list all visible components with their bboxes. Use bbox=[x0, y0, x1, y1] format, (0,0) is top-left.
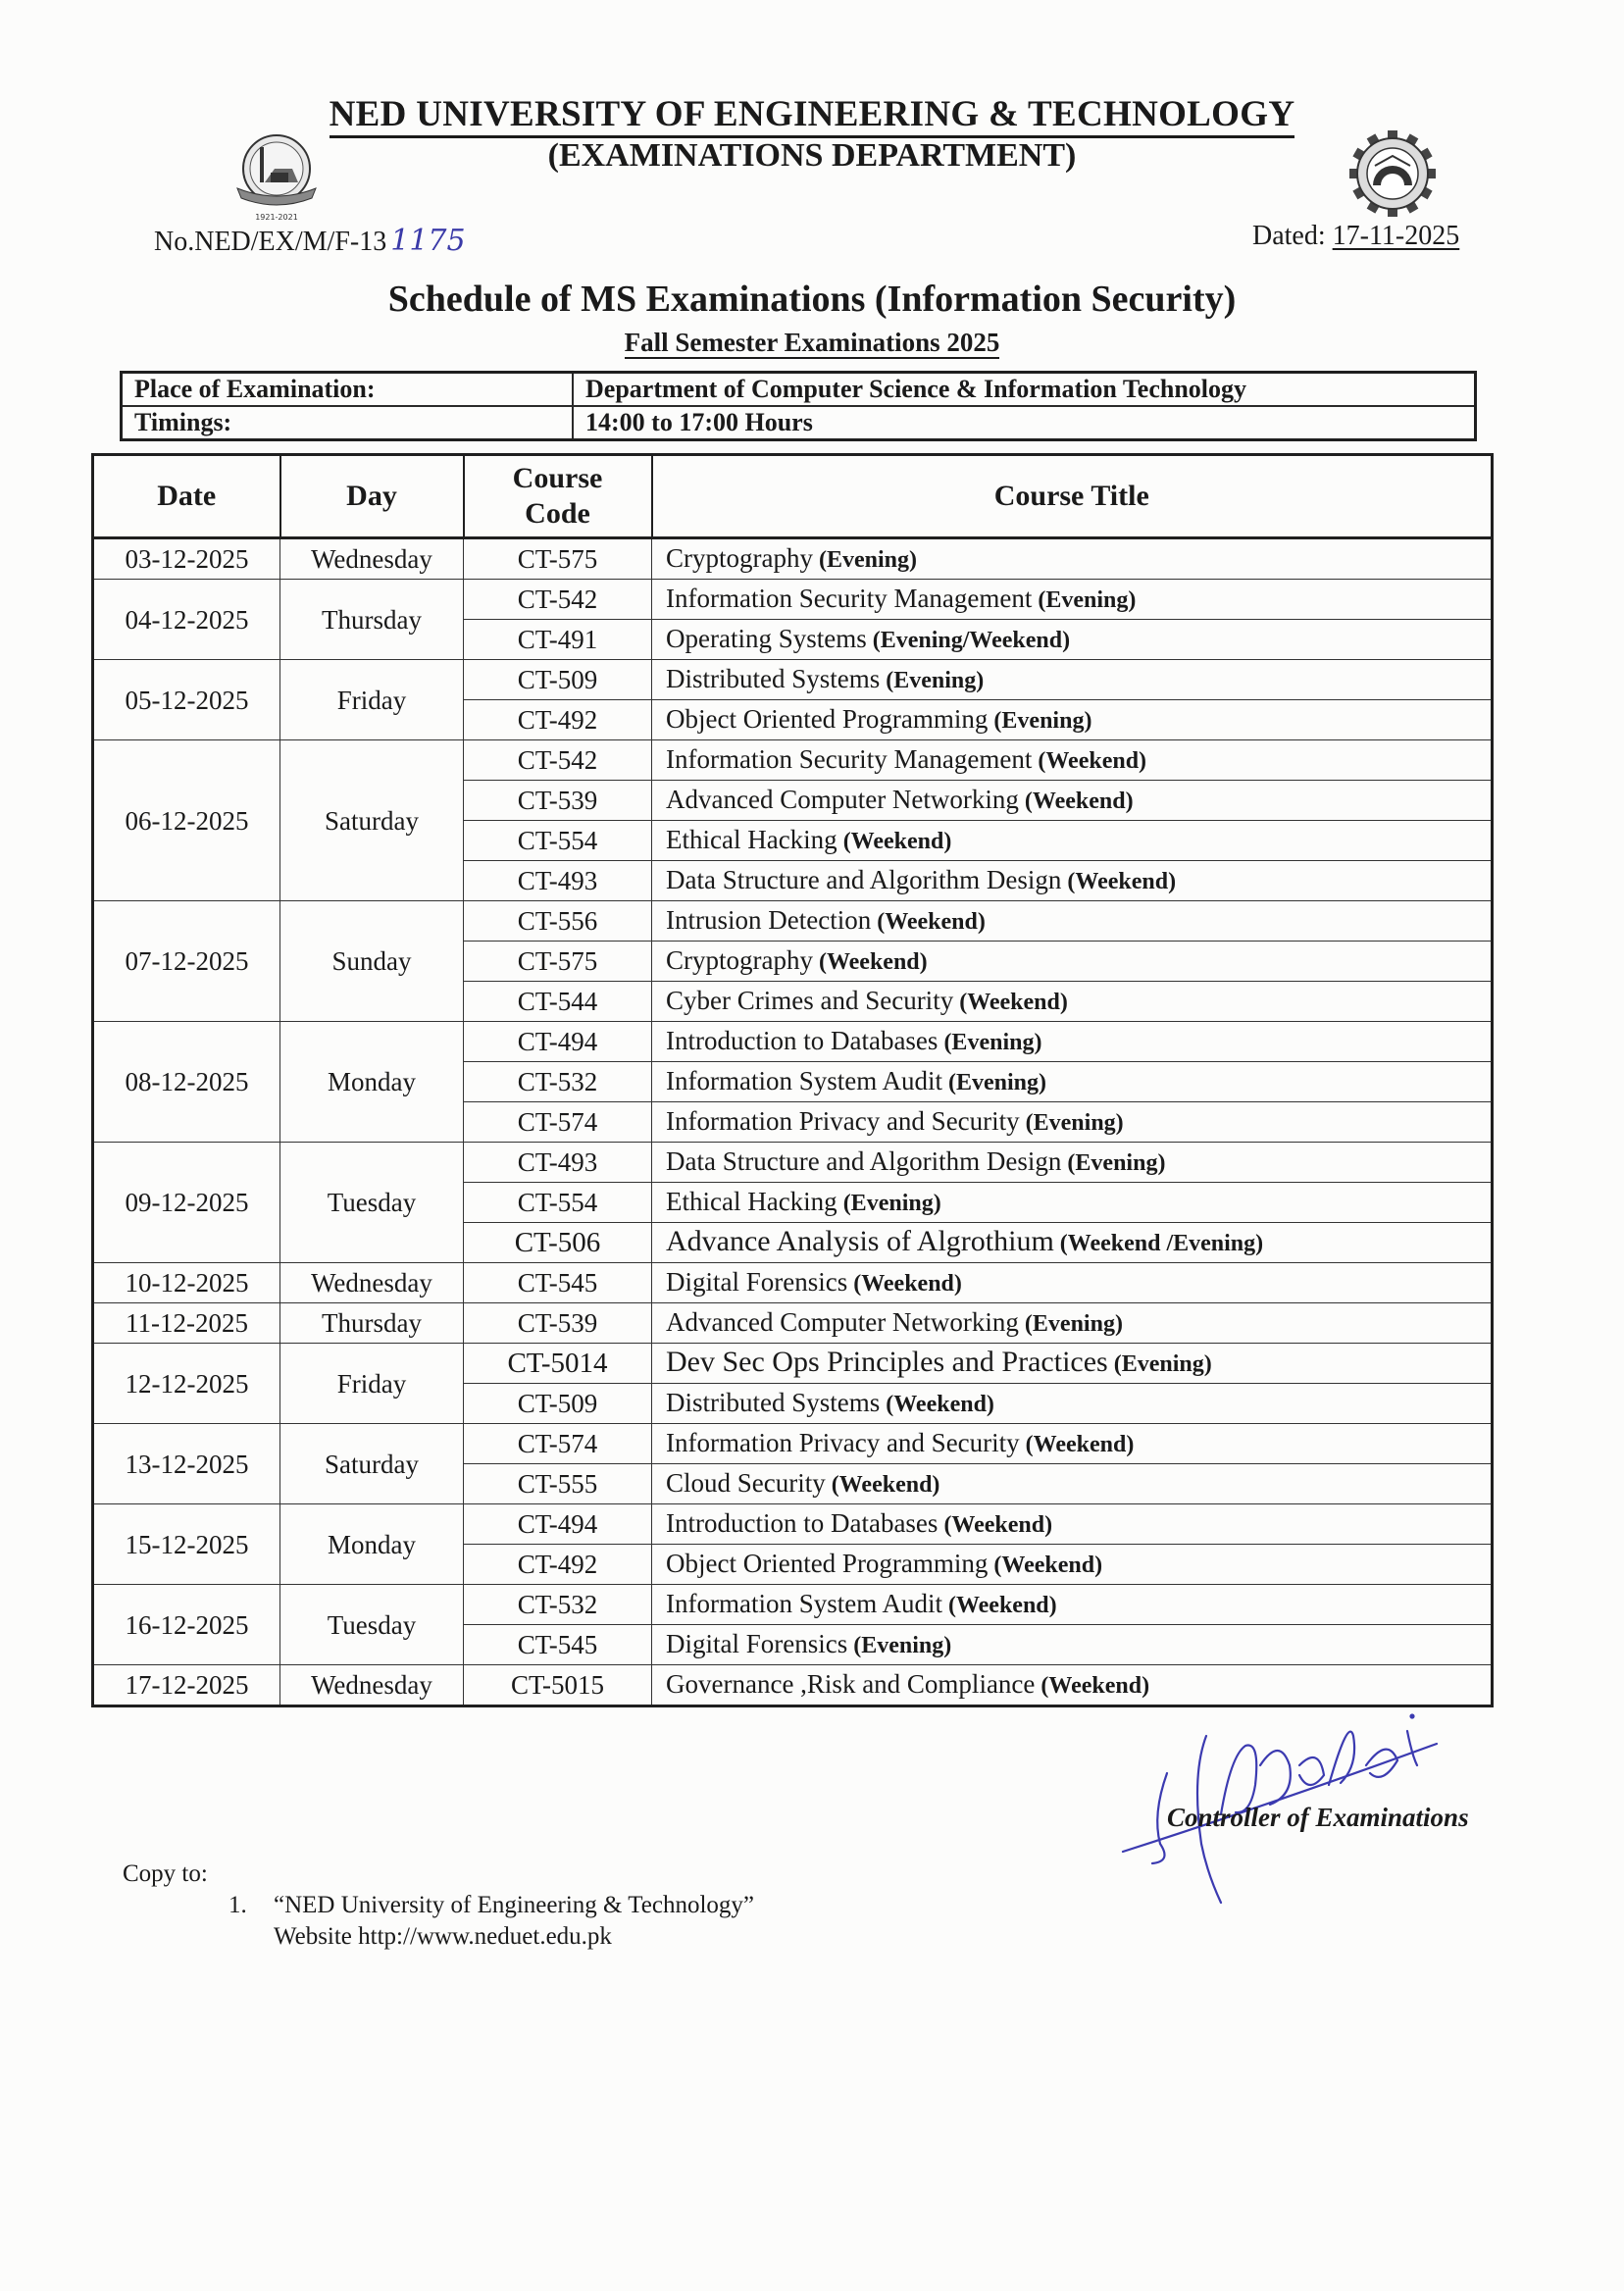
exam-day: Tuesday bbox=[280, 1585, 464, 1665]
course-title-cell bbox=[652, 580, 1493, 620]
header-day: Day bbox=[280, 455, 464, 538]
exam-date: 07-12-2025 bbox=[93, 901, 280, 1022]
course-code: CT-575 bbox=[464, 538, 652, 580]
course-code: CT-5015 bbox=[464, 1665, 652, 1706]
course-code: CT-544 bbox=[464, 982, 652, 1022]
course-title-cell bbox=[652, 1504, 1493, 1545]
schedule-row bbox=[93, 1424, 1493, 1464]
header-course-code bbox=[464, 455, 652, 538]
course-mode: (Weekend) bbox=[1024, 789, 1134, 814]
course-title-cell bbox=[652, 1585, 1493, 1625]
semester-subtitle-text: Fall Semester Examinations 2025 bbox=[624, 328, 1000, 357]
course-title-cell bbox=[652, 861, 1493, 901]
schedule-row bbox=[93, 660, 1493, 700]
course-title: Information Security Management bbox=[666, 584, 1033, 613]
course-code: CT-574 bbox=[464, 1424, 652, 1464]
course-code: CT-539 bbox=[464, 781, 652, 821]
header-course-code-line2: Code bbox=[525, 497, 590, 530]
exam-day: Thursday bbox=[280, 1303, 464, 1344]
course-title: Data Structure and Algorithm Design bbox=[666, 1146, 1062, 1176]
course-title-cell bbox=[652, 700, 1493, 740]
exam-day: Thursday bbox=[280, 580, 464, 660]
course-code: CT-492 bbox=[464, 1545, 652, 1585]
course-code: CT-542 bbox=[464, 740, 652, 781]
exam-date: 11-12-2025 bbox=[93, 1303, 280, 1344]
course-mode: (Evening) bbox=[1038, 587, 1137, 613]
university-seal-icon bbox=[228, 126, 326, 224]
course-title: Object Oriented Programming bbox=[666, 704, 989, 734]
course-code: CT-494 bbox=[464, 1504, 652, 1545]
gear-emblem-icon bbox=[1345, 129, 1440, 218]
exam-date: 12-12-2025 bbox=[93, 1344, 280, 1424]
course-title: Information Privacy and Security bbox=[666, 1106, 1020, 1136]
course-title-cell bbox=[652, 1223, 1493, 1263]
reference-number bbox=[154, 224, 466, 258]
course-title: Introduction to Databases bbox=[666, 1508, 939, 1538]
timings-row bbox=[122, 406, 1476, 440]
course-code: CT-539 bbox=[464, 1303, 652, 1344]
course-mode: (Weekend) bbox=[818, 949, 928, 975]
course-mode: (Weekend) bbox=[842, 829, 952, 854]
schedule-row bbox=[93, 901, 1493, 942]
university-name-text: NED UNIVERSITY OF ENGINEERING & TECHNOLOGY bbox=[330, 94, 1295, 138]
course-title: Ethical Hacking bbox=[666, 1187, 837, 1216]
exam-date: 05-12-2025 bbox=[93, 660, 280, 740]
course-code: CT-509 bbox=[464, 660, 652, 700]
course-code: CT-554 bbox=[464, 1183, 652, 1223]
course-code: CT-554 bbox=[464, 821, 652, 861]
course-title: Information System Audit bbox=[666, 1066, 942, 1095]
course-title: Intrusion Detection bbox=[666, 905, 872, 935]
course-code: CT-574 bbox=[464, 1102, 652, 1143]
course-title-cell bbox=[652, 1384, 1493, 1424]
exam-date: 09-12-2025 bbox=[93, 1143, 280, 1263]
exam-day: Sunday bbox=[280, 901, 464, 1022]
course-title-cell bbox=[652, 982, 1493, 1022]
course-title-cell bbox=[652, 1545, 1493, 1585]
course-code: CT-555 bbox=[464, 1464, 652, 1504]
schedule-row bbox=[93, 1344, 1493, 1384]
course-title: Information Security Management bbox=[666, 744, 1033, 774]
course-code: CT-532 bbox=[464, 1585, 652, 1625]
course-code: CT-506 bbox=[464, 1223, 652, 1263]
course-mode: (Evening) bbox=[1067, 1150, 1166, 1176]
dated bbox=[1252, 221, 1459, 252]
copy-to-label: Copy to: bbox=[123, 1860, 208, 1887]
exam-day: Monday bbox=[280, 1504, 464, 1585]
course-title-cell bbox=[652, 942, 1493, 982]
course-mode: (Evening/Weekend) bbox=[872, 628, 1071, 653]
course-code: CT-492 bbox=[464, 700, 652, 740]
svg-text:1921-2021: 1921-2021 bbox=[255, 213, 298, 222]
course-code: CT-493 bbox=[464, 861, 652, 901]
header-date: Date bbox=[93, 455, 280, 538]
course-title: Cloud Security bbox=[666, 1468, 826, 1498]
course-title: Data Structure and Algorithm Design bbox=[666, 865, 1062, 894]
course-title-cell bbox=[652, 1022, 1493, 1062]
course-title: Advanced Computer Networking bbox=[666, 1307, 1019, 1337]
timings-value: 14:00 to 17:00 Hours bbox=[573, 406, 1476, 440]
course-mode: (Weekend) bbox=[1025, 1432, 1135, 1457]
course-title: Governance ,Risk and Compliance bbox=[666, 1669, 1036, 1699]
controller-designation: Controller of Examinations bbox=[1167, 1803, 1469, 1832]
exam-day: Tuesday bbox=[280, 1143, 464, 1263]
schedule-header-row bbox=[93, 455, 1493, 538]
course-mode: (Evening) bbox=[993, 708, 1092, 734]
course-code: CT-575 bbox=[464, 942, 652, 982]
course-mode: (Weekend) bbox=[853, 1271, 962, 1297]
course-mode: (Evening) bbox=[886, 668, 985, 693]
course-mode: (Evening) bbox=[842, 1191, 941, 1216]
dated-value: 17-11-2025 bbox=[1332, 221, 1460, 251]
course-title: Cryptography bbox=[666, 945, 813, 975]
course-title-cell bbox=[652, 1062, 1493, 1102]
exam-date: 13-12-2025 bbox=[93, 1424, 280, 1504]
exam-date: 15-12-2025 bbox=[93, 1504, 280, 1585]
course-title: Advanced Computer Networking bbox=[666, 785, 1019, 814]
department-name: (EXAMINATIONS DEPARTMENT) bbox=[547, 137, 1077, 174]
course-title: Digital Forensics bbox=[666, 1267, 848, 1297]
course-code: CT-545 bbox=[464, 1263, 652, 1303]
course-code: CT-509 bbox=[464, 1384, 652, 1424]
course-code: CT-556 bbox=[464, 901, 652, 942]
course-mode: (Weekend) bbox=[877, 909, 986, 935]
course-title-cell bbox=[652, 740, 1493, 781]
schedule-body bbox=[93, 538, 1493, 1706]
course-mode: (Evening) bbox=[1025, 1110, 1124, 1136]
place-label: Place of Examination: bbox=[122, 373, 574, 407]
exam-date: 06-12-2025 bbox=[93, 740, 280, 901]
course-title: Digital Forensics bbox=[666, 1629, 848, 1658]
semester-subtitle bbox=[0, 328, 1624, 358]
reference-handwritten-number: 1175 bbox=[390, 224, 466, 258]
schedule-row bbox=[93, 1303, 1493, 1344]
schedule-title: Schedule of MS Examinations (Information Security) bbox=[387, 279, 1237, 320]
course-mode: (Evening) bbox=[943, 1030, 1042, 1055]
exam-day: Wednesday bbox=[280, 538, 464, 580]
course-mode: (Evening) bbox=[818, 547, 917, 573]
exam-date: 08-12-2025 bbox=[93, 1022, 280, 1143]
copy-item-number: 1. bbox=[228, 1892, 247, 1918]
course-code: CT-491 bbox=[464, 620, 652, 660]
course-mode: (Evening) bbox=[853, 1633, 952, 1658]
course-title-cell bbox=[652, 821, 1493, 861]
course-title-cell bbox=[652, 1464, 1493, 1504]
schedule-row bbox=[93, 538, 1493, 580]
course-mode: (Weekend) bbox=[947, 1593, 1057, 1618]
course-code: CT-5014 bbox=[464, 1344, 652, 1384]
course-title-cell bbox=[652, 901, 1493, 942]
course-title-cell bbox=[652, 538, 1493, 580]
exam-day: Wednesday bbox=[280, 1665, 464, 1706]
exam-day: Saturday bbox=[280, 740, 464, 901]
course-mode: (Evening) bbox=[1024, 1311, 1123, 1337]
course-mode: (Weekend) bbox=[1038, 748, 1147, 774]
schedule-table bbox=[91, 453, 1494, 1707]
course-mode: (Weekend) bbox=[943, 1512, 1053, 1538]
course-code: CT-542 bbox=[464, 580, 652, 620]
exam-info-table bbox=[120, 371, 1477, 441]
course-title-cell bbox=[652, 781, 1493, 821]
course-title-cell bbox=[652, 660, 1493, 700]
course-mode: (Weekend) bbox=[1067, 869, 1177, 894]
course-mode: (Weekend) bbox=[993, 1553, 1103, 1578]
course-title: Operating Systems bbox=[666, 624, 867, 653]
schedule-row bbox=[93, 1263, 1493, 1303]
exam-date: 16-12-2025 bbox=[93, 1585, 280, 1665]
exam-date: 10-12-2025 bbox=[93, 1263, 280, 1303]
schedule-row bbox=[93, 1585, 1493, 1625]
schedule-row bbox=[93, 740, 1493, 781]
course-title: Distributed Systems bbox=[666, 664, 881, 693]
course-title: Distributed Systems bbox=[666, 1388, 881, 1417]
header-course-title: Course Title bbox=[652, 455, 1493, 538]
place-row bbox=[122, 373, 1476, 407]
exam-day: Friday bbox=[280, 1344, 464, 1424]
course-title: Dev Sec Ops Principles and Practices bbox=[666, 1346, 1108, 1378]
course-title: Object Oriented Programming bbox=[666, 1549, 989, 1578]
timings-label: Timings: bbox=[122, 406, 574, 440]
course-title-cell bbox=[652, 1143, 1493, 1183]
reference-prefix: No.NED/EX/M/F-13 bbox=[154, 227, 387, 257]
place-value: Department of Computer Science & Information Technology bbox=[573, 373, 1476, 407]
exam-day: Wednesday bbox=[280, 1263, 464, 1303]
exam-date: 03-12-2025 bbox=[93, 538, 280, 580]
copy-to-item bbox=[228, 1892, 754, 1919]
course-title-cell bbox=[652, 1424, 1493, 1464]
course-title-cell bbox=[652, 1625, 1493, 1665]
course-title-cell bbox=[652, 1102, 1493, 1143]
course-title: Cyber Crimes and Security bbox=[666, 986, 954, 1015]
course-code: CT-493 bbox=[464, 1143, 652, 1183]
course-title-cell bbox=[652, 1263, 1493, 1303]
course-title: Information Privacy and Security bbox=[666, 1428, 1020, 1457]
course-mode: (Weekend /Evening) bbox=[1059, 1231, 1264, 1256]
exam-day: Monday bbox=[280, 1022, 464, 1143]
course-mode: (Weekend) bbox=[831, 1472, 940, 1498]
exam-day: Friday bbox=[280, 660, 464, 740]
exam-date: 04-12-2025 bbox=[93, 580, 280, 660]
course-title-cell bbox=[652, 1303, 1493, 1344]
schedule-row bbox=[93, 580, 1493, 620]
header-course-code-line1: Course bbox=[512, 462, 603, 494]
copy-to-website: Website http://www.neduet.edu.pk bbox=[274, 1923, 612, 1950]
course-code: CT-545 bbox=[464, 1625, 652, 1665]
schedule-row bbox=[93, 1022, 1493, 1062]
course-mode: (Evening) bbox=[1113, 1351, 1212, 1377]
course-title: Information System Audit bbox=[666, 1589, 942, 1618]
schedule-row bbox=[93, 1504, 1493, 1545]
course-title: Cryptography bbox=[666, 543, 813, 573]
course-mode: (Evening) bbox=[947, 1070, 1046, 1095]
copy-item-text: “NED University of Engineering & Technology” bbox=[274, 1892, 755, 1918]
schedule-row bbox=[93, 1143, 1493, 1183]
course-mode: (Weekend) bbox=[1040, 1673, 1150, 1699]
exam-date: 17-12-2025 bbox=[93, 1665, 280, 1706]
course-title-cell bbox=[652, 620, 1493, 660]
course-code: CT-494 bbox=[464, 1022, 652, 1062]
course-title-cell bbox=[652, 1344, 1493, 1384]
dated-label: Dated: bbox=[1252, 221, 1326, 251]
course-title: Ethical Hacking bbox=[666, 825, 837, 854]
course-code: CT-532 bbox=[464, 1062, 652, 1102]
course-mode: (Weekend) bbox=[886, 1392, 994, 1417]
course-title-cell bbox=[652, 1183, 1493, 1223]
course-mode: (Weekend) bbox=[959, 990, 1068, 1015]
exam-day: Saturday bbox=[280, 1424, 464, 1504]
course-title: Advance Analysis of Algrothium bbox=[666, 1225, 1054, 1257]
course-title: Introduction to Databases bbox=[666, 1026, 939, 1055]
